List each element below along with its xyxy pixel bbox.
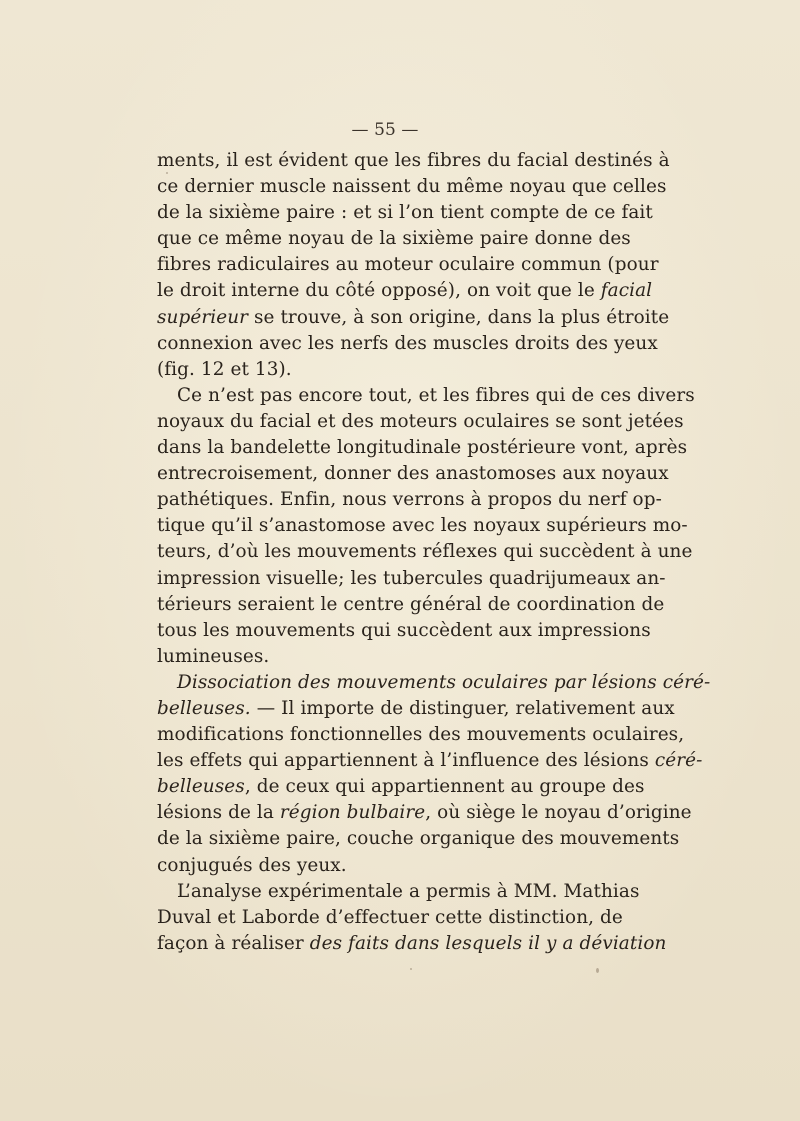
text-line [157,252,659,278]
text-segment: térieurs seraient le centre général de coordination de [157,593,665,615]
text-segment: pathétiques. Enfin, nous verrons à propos du nerf op- [157,489,662,511]
text-segment: lumineuses. [157,645,270,667]
text-line [157,670,711,696]
text-segment: Ce n’est pas encore tout, et les fibres qui de ces divers [177,384,695,406]
text-segment: conjugués des yeux. [157,854,347,876]
text-line [157,513,688,539]
text-segment: façon à réaliser [157,932,310,954]
text-segment: tous les mouvements qui succèdent aux impressions [157,619,651,641]
text-segment: de la sixième paire : et si l’on tient compte de ce fait [157,202,653,224]
text-line [157,800,692,826]
text-line [157,618,651,644]
text-line [157,539,693,565]
text-segment: entrecroisement, donner des anastomoses aux noyaux [157,463,669,485]
text-line [157,879,640,905]
text-segment: impression visuelle; les tubercules quadrijumeaux an- [157,567,666,589]
text-segment: lésions de la [157,802,280,824]
text-segment: , de ceux qui appartiennent au groupe des [244,776,645,798]
text-segment: L’analyse expérimentale a permis à MM. Mathias [177,880,640,902]
text-segment: se trouve, à son origine, dans la plus étroite [248,306,670,328]
text-line [157,826,680,852]
italic-text: belleuses. [157,697,251,719]
text-line [157,644,613,670]
text-line [157,409,684,435]
text-segment: que ce même noyau de la sixième paire donne des [157,228,631,250]
text-line [157,226,631,252]
italic-text: région bulbaire [279,802,426,824]
text-line [157,905,623,931]
text-segment: ments, il est évident que les fibres du facial destinés à [157,150,670,171]
text-line [157,278,653,304]
text-line [157,435,688,461]
text-line [157,696,675,722]
text-line [157,487,662,513]
text-segment: (fig. 12 et 13). [157,358,292,380]
text-line [157,853,613,879]
text-segment: tique qu’il s’anastomose avec les noyaux supérieurs mo- [157,515,688,537]
text-line [157,592,665,618]
text-segment: de la sixième paire, couche organique des mouvements [157,828,680,850]
text-segment: Duval et Laborde d’effectuer cette distinction, de [157,906,623,928]
text-line [157,174,667,200]
italic-text: supérieur [157,306,249,328]
text-line [157,357,613,383]
italic-text: belleuses [157,776,245,798]
text-segment: , où siège le noyau d’origine [425,802,692,824]
text-line [157,774,645,800]
text-line [157,331,658,357]
page-text [157,114,711,957]
italic-text: des faits dans lesquels il y a déviation [309,932,667,954]
text-line [157,748,703,774]
text-line [157,148,670,174]
text-line [157,931,667,957]
text-segment: modifications fonctionnelles des mouvements oculaires, [157,724,685,746]
text-segment: fibres radiculaires au moteur oculaire commun (pour [157,254,659,276]
page-number: — 55 — [351,120,419,140]
italic-text: facial [600,280,653,302]
text-segment: teurs, d’où les mouvements réflexes qui succèdent à une [157,541,693,563]
body-text [157,148,711,957]
text-line [157,566,666,592]
text-segment: — Il importe de distinguer, relativement aux [250,697,675,719]
text-segment: ce dernier muscle naissent du même noyau que celles [157,176,667,198]
text-segment: le droit interne du côté opposé), on voit que le [157,280,601,302]
text-line [157,383,695,409]
text-line [157,722,685,748]
italic-text: céré- [654,750,703,772]
text-segment: dans la bandelette longitudinale postérieure vont, après [157,437,688,459]
paper-speck [596,968,599,973]
text-line [157,461,669,487]
italic-text: Dissociation des mouvements oculaires par lésions céré- [177,671,711,693]
text-segment: connexion avec les nerfs des muscles droits des yeux [157,332,658,354]
text-line [157,305,670,331]
text-segment: noyaux du facial et des moteurs oculaires se sont jetées [157,410,684,432]
text-segment: les effets qui appartiennent à l’influence des lésions [157,750,655,772]
text-line [157,200,653,226]
paper-speck [410,968,412,970]
